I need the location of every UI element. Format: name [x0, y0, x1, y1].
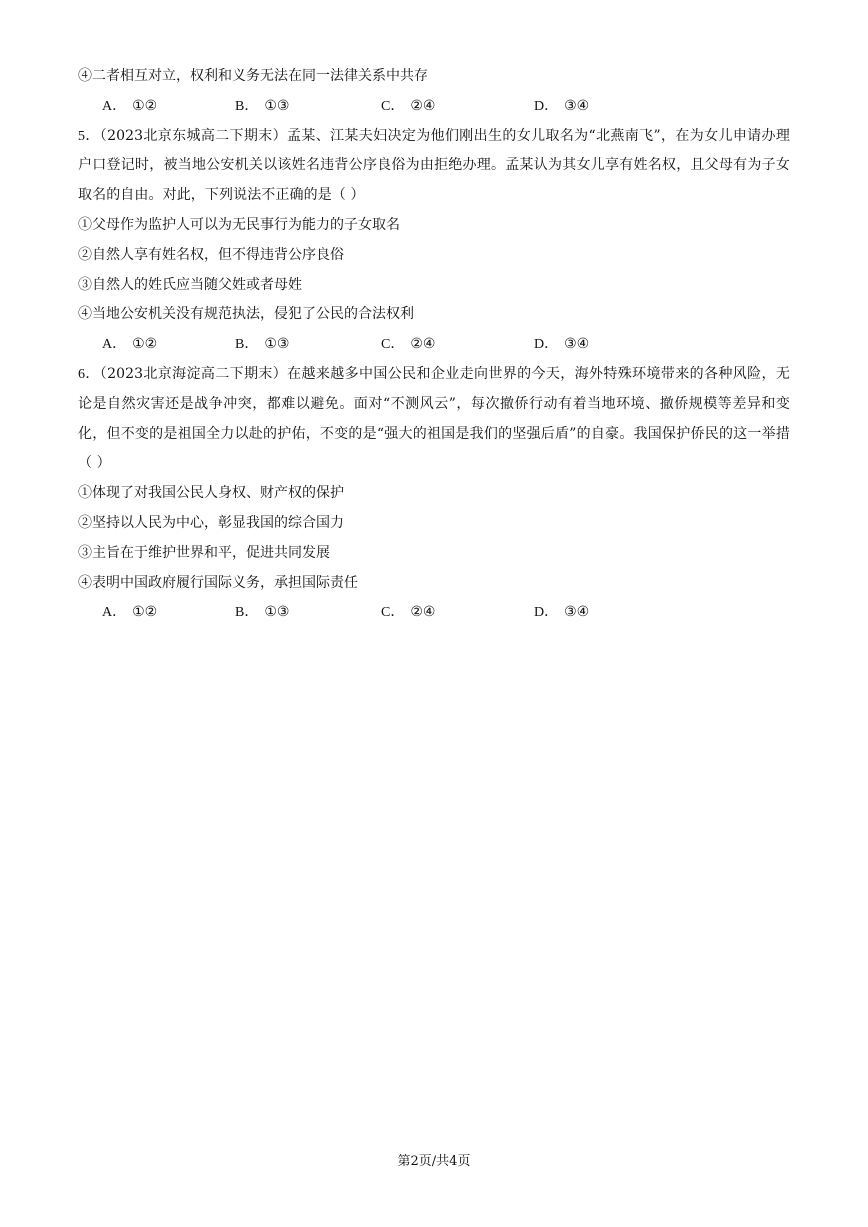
options-row — [78, 598, 790, 628]
option-c[interactable]: C． ②④ — [381, 336, 436, 353]
statement-item: ③主旨在于维护世界和平，促进共同发展 — [78, 544, 330, 561]
question-6-stem: 6．（2023北京海淀高二下期末）在越来越多中国公民和企业走向世界的今天，海外特殊环境带来的各种风险，无论是自然灾害还是战争冲突，都难以避免。面对“不测风云”，每次撤侨行动有着当地环境、撤侨规模等差异和变化，但不变的是祖国全力以赴的护佑，不变的是“强大的祖国是我们的坚强后盾”的自豪。我国保护侨民的这一举措（ ） — [78, 365, 790, 472]
statement-item: ④二者相互对立，权利和义务无法在同一法律关系中共存 — [78, 68, 428, 84]
option-d[interactable]: D． ③④ — [534, 604, 590, 621]
statement-item: ④表明中国政府履行国际义务，承担国际责任 — [78, 574, 358, 591]
statement-item: ①体现了对我国公民人身权、财产权的保护 — [78, 485, 344, 502]
question-number: 6． — [78, 366, 100, 382]
options-row — [78, 330, 790, 360]
options-row — [78, 92, 790, 122]
question-5-stem: 5．（2023北京东城高二下期末）孟某、江某夫妇决定为他们刚出生的女儿取名为“北燕南飞”，在为女儿申请办理户口登记时，被当地公安机关以该姓名违背公序良俗为由拒绝办理。孟某认为其女儿享有姓名权，且父母有为子女取名的自由。对此，下列说法不正确的是（ ） — [78, 127, 791, 204]
document-page — [78, 62, 790, 628]
option-b[interactable]: B． ①③ — [235, 604, 290, 621]
statement-item: ②自然人享有姓名权，但不得违背公序良俗 — [78, 246, 344, 263]
option-c[interactable]: C． ②④ — [381, 604, 436, 621]
statement-item: ③自然人的姓氏应当随父姓或者母姓 — [78, 276, 302, 293]
option-c[interactable]: C． ②④ — [381, 97, 436, 114]
statement-item: ②坚持以人民为中心，彰显我国的综合国力 — [78, 514, 344, 531]
option-b[interactable]: B． ①③ — [235, 336, 290, 353]
option-a[interactable]: A． ①② — [102, 97, 158, 114]
option-d[interactable]: D． ③④ — [534, 336, 590, 353]
page-number-footer: 第2页/共4页 — [397, 1154, 471, 1169]
statement-item: ④当地公安机关没有规范执法，侵犯了公民的合法权利 — [78, 306, 414, 323]
option-a[interactable]: A． ①② — [102, 336, 158, 353]
option-d[interactable]: D． ③④ — [534, 97, 590, 114]
option-a[interactable]: A． ①② — [102, 604, 158, 621]
question-number: 5． — [78, 128, 100, 144]
statement-item: ①父母作为监护人可以为无民事行为能力的子女取名 — [78, 216, 400, 233]
option-b[interactable]: B． ①③ — [235, 97, 290, 114]
